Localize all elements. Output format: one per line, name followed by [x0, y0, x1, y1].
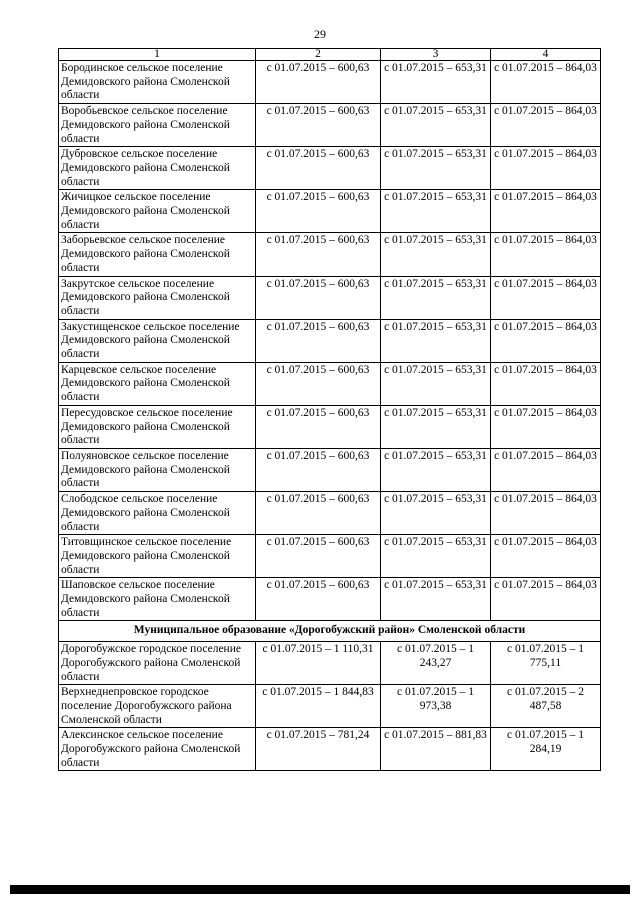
- tariff-col-2: с 01.07.2015 – 600,63: [256, 190, 381, 233]
- tariff-col-4: с 01.07.2015 – 864,03: [491, 448, 601, 491]
- tariff-col-4: с 01.07.2015 – 864,03: [491, 276, 601, 319]
- tariff-col-2: с 01.07.2015 – 600,63: [256, 448, 381, 491]
- table-row: [59, 578, 601, 621]
- tariff-col-4: с 01.07.2015 – 864,03: [491, 319, 601, 362]
- table-row: [59, 728, 601, 771]
- table-row: [59, 448, 601, 491]
- tariff-col-2: с 01.07.2015 – 600,63: [256, 104, 381, 147]
- tariff-col-2: с 01.07.2015 – 781,24: [256, 728, 381, 771]
- tariff-col-3: с 01.07.2015 – 653,31: [381, 319, 491, 362]
- settlement-name: Пересудовское сельское поселение Демидовского района Смоленской области: [59, 405, 256, 448]
- table-row: [59, 233, 601, 276]
- tariff-col-2: с 01.07.2015 – 600,63: [256, 233, 381, 276]
- tariff-col-4: с 01.07.2015 – 1 284,19: [491, 728, 601, 771]
- table-row: [59, 276, 601, 319]
- settlement-name: Слободское сельское поселение Демидовского района Смоленской области: [59, 492, 256, 535]
- tariff-col-3: с 01.07.2015 – 1 243,27: [381, 642, 491, 685]
- tariff-col-3: с 01.07.2015 – 653,31: [381, 104, 491, 147]
- table-row: [59, 405, 601, 448]
- settlement-name: Дубровское сельское поселение Демидовского района Смоленской области: [59, 147, 256, 190]
- table-row: [59, 685, 601, 728]
- tariff-col-2: с 01.07.2015 – 600,63: [256, 535, 381, 578]
- settlement-name: Полуяновское сельское поселение Демидовского района Смоленской области: [59, 448, 256, 491]
- table-row: [59, 535, 601, 578]
- column-number: 1: [59, 49, 256, 61]
- tariff-col-4: с 01.07.2015 – 1 775,11: [491, 642, 601, 685]
- tariff-col-3: с 01.07.2015 – 653,31: [381, 492, 491, 535]
- settlement-name: Карцевское сельское поселение Демидовского района Смоленской области: [59, 362, 256, 405]
- tariff-col-3: с 01.07.2015 – 653,31: [381, 448, 491, 491]
- table-row: [59, 362, 601, 405]
- tariff-col-2: с 01.07.2015 – 1 110,31: [256, 642, 381, 685]
- settlement-name: Верхнеднепровское городское поселение Дорогобужского района Смоленской области: [59, 685, 256, 728]
- tariff-col-3: с 01.07.2015 – 653,31: [381, 233, 491, 276]
- table-row: [59, 104, 601, 147]
- tariff-col-4: с 01.07.2015 – 2 487,58: [491, 685, 601, 728]
- tariff-col-4: с 01.07.2015 – 864,03: [491, 578, 601, 621]
- settlement-name: Жичицкое сельское поселение Демидовского района Смоленской области: [59, 190, 256, 233]
- tariff-col-2: с 01.07.2015 – 600,63: [256, 61, 381, 104]
- tariff-col-2: с 01.07.2015 – 600,63: [256, 147, 381, 190]
- tariff-col-4: с 01.07.2015 – 864,03: [491, 61, 601, 104]
- table-row: [59, 492, 601, 535]
- tariff-col-4: с 01.07.2015 – 864,03: [491, 362, 601, 405]
- settlement-name: Закустищенское сельское поселение Демидовского района Смоленской области: [59, 319, 256, 362]
- settlement-name: Закрутское сельское поселение Демидовского района Смоленской области: [59, 276, 256, 319]
- tariff-col-2: с 01.07.2015 – 600,63: [256, 405, 381, 448]
- tariff-col-2: с 01.07.2015 – 1 844,83: [256, 685, 381, 728]
- settlement-name: Бородинское сельское поселение Демидовского района Смоленской области: [59, 61, 256, 104]
- tariff-col-3: с 01.07.2015 – 653,31: [381, 362, 491, 405]
- tariff-col-4: с 01.07.2015 – 864,03: [491, 190, 601, 233]
- table-row: [59, 319, 601, 362]
- tariff-col-3: с 01.07.2015 – 653,31: [381, 190, 491, 233]
- page-number: 29: [314, 27, 326, 41]
- tariff-col-4: с 01.07.2015 – 864,03: [491, 492, 601, 535]
- tariff-col-2: с 01.07.2015 – 600,63: [256, 578, 381, 621]
- tariff-col-2: с 01.07.2015 – 600,63: [256, 319, 381, 362]
- tariff-col-3: с 01.07.2015 – 653,31: [381, 61, 491, 104]
- tariff-col-3: с 01.07.2015 – 653,31: [381, 276, 491, 319]
- tariff-table: [58, 48, 601, 771]
- table-row: [59, 190, 601, 233]
- section-row: [59, 621, 601, 642]
- tariff-col-4: с 01.07.2015 – 864,03: [491, 147, 601, 190]
- settlement-name: Воробьевское сельское поселение Демидовского района Смоленской области: [59, 104, 256, 147]
- footer-bar: [10, 885, 630, 894]
- column-number: 4: [491, 49, 601, 61]
- settlement-name: Дорогобужское городское поселение Дорогобужского района Смоленской области: [59, 642, 256, 685]
- tariff-col-4: с 01.07.2015 – 864,03: [491, 405, 601, 448]
- table-row: [59, 642, 601, 685]
- tariff-col-3: с 01.07.2015 – 653,31: [381, 405, 491, 448]
- column-number-row: [59, 49, 601, 61]
- tariff-col-3: с 01.07.2015 – 653,31: [381, 578, 491, 621]
- tariff-col-2: с 01.07.2015 – 600,63: [256, 276, 381, 319]
- settlement-name: Заборьевское сельское поселение Демидовского района Смоленской области: [59, 233, 256, 276]
- tariff-col-4: с 01.07.2015 – 864,03: [491, 104, 601, 147]
- tariff-col-4: с 01.07.2015 – 864,03: [491, 535, 601, 578]
- settlement-name: Алексинское сельское поселение Дорогобужского района Смоленской области: [59, 728, 256, 771]
- column-number: 2: [256, 49, 381, 61]
- table-row: [59, 147, 601, 190]
- settlement-name: Шаповское сельское поселение Демидовского района Смоленской области: [59, 578, 256, 621]
- tariff-col-2: с 01.07.2015 – 600,63: [256, 362, 381, 405]
- tariff-col-3: с 01.07.2015 – 653,31: [381, 147, 491, 190]
- tariff-col-3: с 01.07.2015 – 653,31: [381, 535, 491, 578]
- tariff-col-2: с 01.07.2015 – 600,63: [256, 492, 381, 535]
- tariff-col-4: с 01.07.2015 – 864,03: [491, 233, 601, 276]
- tariff-col-3: с 01.07.2015 – 881,83: [381, 728, 491, 771]
- section-title: Муниципальное образование «Дорогобужский район» Смоленской области: [59, 621, 601, 642]
- table-row: [59, 61, 601, 104]
- tariff-col-3: с 01.07.2015 – 1 973,38: [381, 685, 491, 728]
- settlement-name: Титовщинское сельское поселение Демидовского района Смоленской области: [59, 535, 256, 578]
- column-number: 3: [381, 49, 491, 61]
